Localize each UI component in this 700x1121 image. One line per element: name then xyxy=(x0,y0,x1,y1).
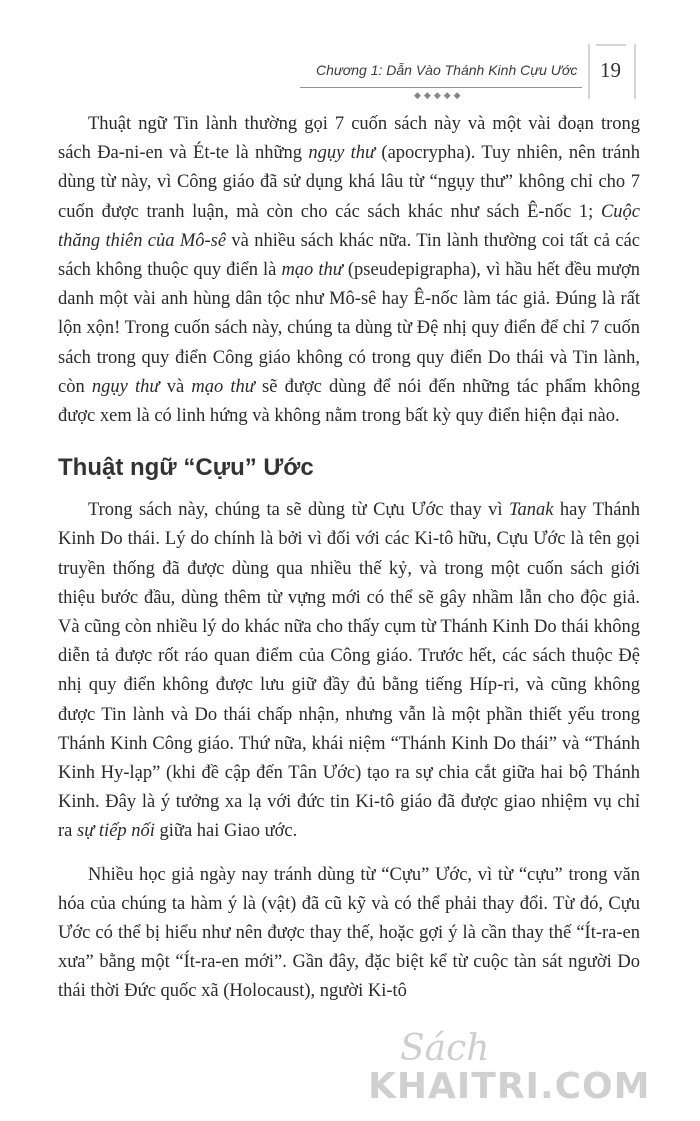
text-run: sẽ được dùng để nói đến những tác phẩm không được xem là có linh hứng và không nằm trong bất kỳ quy điển hiện đại nào. xyxy=(58,376,640,427)
watermark-brand: KHAITRI.COM xyxy=(368,1066,651,1107)
page-number: 19 xyxy=(600,58,621,82)
text-run: và xyxy=(159,376,192,397)
header-divider xyxy=(300,87,582,88)
text-run: (pseudepigrapha), vì hầu hết đều mượn danh một vài anh hùng dân tộc như Mô-sê hay Ê-nốc làm tác giả. Đúng là rất lộn xộn! Trong cuốn sách này, chúng ta dùng từ Đệ nhị quy điển để chỉ 7 cuốn sách trong quy điển Công giáo không có trong quy điển Do thái và Tin lành, còn xyxy=(58,260,640,397)
italic-term: sự tiếp nối xyxy=(77,821,155,842)
paragraph xyxy=(58,861,640,1007)
text-run: (apocrypha). Tuy nhiên, nên tránh dùng từ này, vì Công giáo đã sử dụng khá lâu từ “ngụy thư” không chỉ cho 7 cuốn được tranh luận, mà còn cho các sách khác như sách Ê-nốc 1; xyxy=(58,143,640,222)
italic-term: ngụy thư xyxy=(308,143,376,164)
italic-term: ngụy thư xyxy=(91,376,160,397)
text-run: Thuật ngữ Tin lành thường gọi 7 cuốn sách này và một vài đoạn trong sách Đa-ni-en và Ét-te là những xyxy=(58,114,640,164)
paragraph xyxy=(58,110,640,431)
header-ornament: ◆◆◆◆◆ xyxy=(414,91,464,101)
italic-term: Tanak xyxy=(508,500,554,521)
italic-term: mạo thư xyxy=(191,376,255,397)
text-run: giữa hai Giao ước. xyxy=(154,821,298,842)
italic-term: mạo thư xyxy=(281,260,343,281)
text-run: và nhiều sách khác nữa. Tin lành thường coi tất cả các sách không thuộc quy điển là xyxy=(58,230,641,281)
text-run: Trong sách này, chúng ta sẽ dùng từ Cựu Ước thay vì xyxy=(88,500,509,521)
watermark-script: Sách xyxy=(400,1028,490,1069)
section-heading: Thuật ngữ “Cựu” Ước xyxy=(58,454,314,482)
text-run: hay Thánh Kinh Do thái. Lý do chính là bởi vì đối với các Ki-tô hữu, Cựu Ước là tên gọi truyền thống đã được dùng qua nhiều thế kỷ, và trong một cuốn sách giới thiệu bước đầu, dùng thêm từ vựng mới có thể sẽ gây nhầm lẫn cho độc giả. Và cũng còn nhiều lý do khác nữa cho thấy cụm từ Thánh Kinh Do thái không diễn tả được rốt ráo quan điểm của Công giáo. Trước hết, các sách thuộc Đệ nhị quy điển không được lưu giữ đầy đủ bằng tiếng Híp-ri, và cũng không được Tin lành và Do thái chấp nhận, nhưng vẫn là một phần thiết yếu trong Thánh Kinh Công giáo. Thứ nữa, khái niệm “Thánh Kinh Do thái” và “Thánh Kinh Hy-lạp” (khi đề cập đến Tân Ước) tạo ra sự chia cắt giữa hai bộ Thánh Kinh. Đây là ý tưởng xa lạ với đức tin Ki-tô giáo đã được giao nhiệm vụ chỉ ra xyxy=(58,500,640,842)
paragraph xyxy=(58,496,640,846)
page-body xyxy=(58,110,640,1007)
italic-term: Cuộc thăng thiên của Mô-sê xyxy=(58,201,640,251)
watermark-logo xyxy=(360,1028,680,1108)
text-run: Nhiều học giả ngày nay tránh dùng từ “Cựu” Ước, vì từ “cựu” trong văn hóa của chúng ta hàm ý là (vật) đã cũ kỹ và có thể phải thay đổi. Từ đó, Cựu Ước có thể bị hiểu như nên được thay thế, hoặc gợi ý là cần thay thế “Ít-ra-en xưa” bằng một “Ít-ra-en mới”. Gần đây, đặc biệt kể từ cuộc tàn sát người Do thái thời Đức quốc xã (Holocaust), người Ki-tô xyxy=(58,864,640,1002)
running-header: Chương 1: Dẫn Vào Thánh Kinh Cựu Ước xyxy=(316,62,578,78)
